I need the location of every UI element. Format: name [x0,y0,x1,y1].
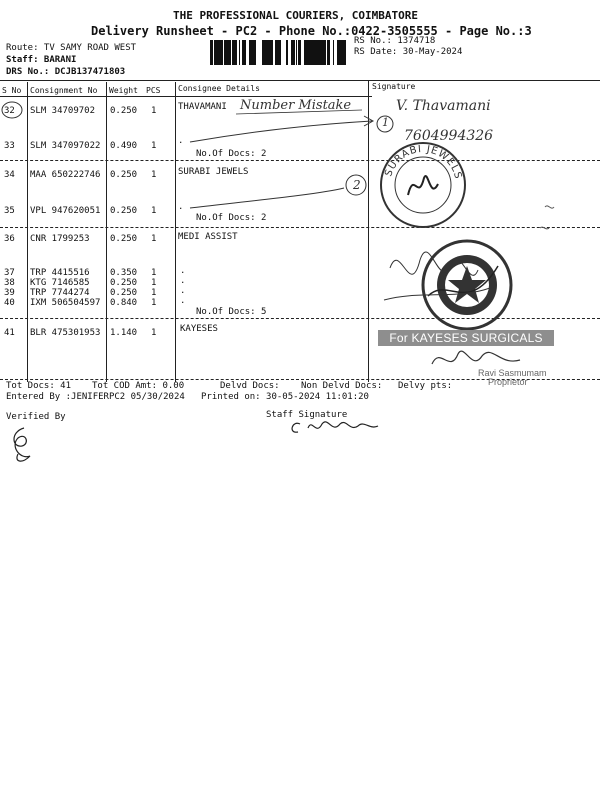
weight-cell: 0.250 [110,106,138,116]
non-delivered-docs: Non Delvd Docs: [301,381,383,391]
barcode-bar [214,40,216,65]
kayeses-stamp-banner: For KAYESES SURGICALS [378,330,554,346]
barcode-bar [239,40,240,65]
barcode-bar [220,40,222,65]
barcode-bar [312,40,313,65]
consignee-cell: MEDI ASSIST [178,232,238,242]
pcs-cell: 1 [151,106,157,116]
delivered-docs: Delvd Docs: [220,381,280,391]
barcode-bar [323,40,326,65]
barcode-bar [291,40,292,65]
col-header-consignee: Consignee Details [178,84,260,93]
barcode-bar [269,40,271,65]
barcode [210,40,346,65]
barcode-bar [264,40,265,65]
pcs-cell: 1 [151,268,157,278]
barcode-bar [211,40,212,65]
barcode-bar [308,40,310,65]
pcs-cell: 1 [151,288,157,298]
barcode-bar [245,40,246,65]
no-of-docs: No.Of Docs: 2 [196,213,267,223]
barcode-bar [333,40,334,65]
barcode-bar [300,40,301,65]
consignee-cell: . [180,276,186,286]
barcode-bar [294,40,295,65]
weight-cell: 0.250 [110,234,138,244]
barcode-bar [250,40,251,65]
circle-mark [0,100,24,120]
barcode-bar [317,40,320,65]
rs-number: RS No.: 1374718 [354,36,436,46]
barcode-bar [343,40,346,65]
weight-cell: 0.250 [110,170,138,180]
col-divider [106,82,107,382]
consignee-cell: THAVAMANI [178,102,227,112]
weight-cell: 0.250 [110,278,138,288]
circled-number-1: 1 [382,116,389,129]
sno-cell: 36 [4,234,15,244]
barcode-bar [254,40,256,65]
barcode-bar [310,40,311,65]
barcode-bar [216,40,219,65]
handwritten-signer-phone: 7604994326 [404,128,494,144]
barcode-bar [275,40,277,65]
barcode-bar [304,40,307,65]
consignment-cell: CNR 1799253 [30,234,90,244]
consignment-cell: KTG 7146585 [30,278,90,288]
company-name: THE PROFESSIONAL COURIERS, COIMBATORE [173,9,419,22]
col-header-sno: S No [2,86,22,95]
handwritten-remark: Number Mistake [240,98,352,113]
consignee-cell: . [180,296,186,306]
sno-cell: 37 [4,268,15,278]
runsheet-title: Delivery Runsheet - PC2 - Phone No.:0422-3505555 - Page No.:3 [91,24,532,38]
barcode-bar [232,40,233,65]
group-separator [0,160,600,161]
col-header-pcs: PCS [146,86,161,95]
sno-cell: 33 [4,141,15,151]
barcode-bar [271,40,273,65]
sno-cell: 38 [4,278,15,288]
kayeses-stamp-title: Proprietor [488,377,528,387]
barcode-bar [293,40,294,65]
barcode-bar [327,40,330,65]
barcode-bar [226,40,228,65]
barcode-bar [228,40,231,65]
barcode-bar [292,40,293,65]
barcode-bar [339,40,342,65]
barcode-bar [249,40,250,65]
pcs-cell: 1 [151,328,157,338]
consignee-cell: KAYESES [180,324,218,334]
barcode-bar [266,40,269,65]
consignee-cell: . [178,136,184,146]
sno-cell: 34 [4,170,15,180]
printed-on: Printed on: 30-05-2024 11:01:20 [201,392,369,402]
consignee-cell: . [180,286,186,296]
delivery-points: Delvy pts: [398,381,453,391]
barcode-bar [286,40,287,65]
pcs-cell: 1 [151,234,157,244]
col-divider [368,80,369,382]
barcode-bar [298,40,299,65]
barcode-bar [233,40,235,65]
col-header-signature: Signature [372,82,416,91]
sno-cell: 32 [4,106,15,116]
handwritten-signer-name: V. Thavamani [396,98,491,114]
consignment-cell: TRP 4415516 [30,268,90,278]
weight-cell: 1.140 [110,328,138,338]
barcode-bar [287,40,288,65]
barcode-bar [299,40,300,65]
barcode-bar [296,40,297,65]
barcode-bar [320,40,323,65]
barcode-bar [235,40,237,65]
consignment-cell: VPL 947620051 [30,206,101,216]
barcode-bar [242,40,244,65]
consignee-cell: SURABI JEWELS [178,167,249,177]
no-of-docs: No.Of Docs: 5 [196,307,267,317]
pcs-cell: 1 [151,170,157,180]
consignment-cell: MAA 650222746 [30,170,101,180]
barcode-bar [342,40,343,65]
pcs-cell: 1 [151,206,157,216]
consignment-cell: IXM 506504597 [30,298,101,308]
barcode-bar [253,40,254,65]
barcode-bar [280,40,281,65]
no-of-docs: No.Of Docs: 2 [196,149,267,159]
weight-cell: 0.350 [110,268,138,278]
barcode-bar [244,40,245,65]
barcode-bar [210,40,211,65]
verified-by-label: Verified By [6,412,66,422]
total-cod: Tot COD Amt: 0.00 [92,381,185,391]
table-header-rule [0,96,372,97]
kayeses-stamp-name: Ravi Sasmumam [478,368,547,378]
barcode-bar [316,40,317,65]
col-header-consignment: Consignment No [30,86,98,95]
consignment-cell: SLM 347097022 [30,141,101,151]
staff-signature-label: Staff Signature [266,410,348,420]
route-label: Route: TV SAMY ROAD WEST [6,43,137,53]
weight-cell: 0.250 [110,206,138,216]
consignee-cell: . [178,202,184,212]
barcode-bar [262,40,264,65]
sno-cell: 39 [4,288,15,298]
circled-number-2: 2 [353,178,361,192]
tpa-stamp [418,236,516,334]
barcode-bar [219,40,220,65]
sno-cell: 35 [4,206,15,216]
pcs-cell: 1 [151,298,157,308]
consignment-cell: SLM 34709702 [30,106,96,116]
surabi-jewels-stamp [378,140,468,230]
consignment-cell: TRP 7744274 [30,288,90,298]
barcode-bar [265,40,266,65]
pcs-cell: 1 [151,278,157,288]
sno-cell: 41 [4,328,15,338]
rs-date: RS Date: 30-May-2024 [354,47,463,57]
sno-cell: 40 [4,298,15,308]
barcode-bar [307,40,308,65]
staff-label: Staff: BARANI [6,55,77,65]
group-separator [0,227,600,228]
weight-cell: 0.840 [110,298,138,308]
pcs-cell: 1 [151,141,157,151]
svg-text:SURABI JEWELS [383,144,463,181]
barcode-bar [251,40,253,65]
consignment-cell: BLR 475301953 [30,328,101,338]
col-divider [175,82,176,382]
consignee-cell: . [180,266,186,276]
barcode-bar [337,40,339,65]
barcode-bar [212,40,213,65]
weight-cell: 0.490 [110,141,138,151]
table-top-rule [0,80,600,81]
col-header-weight: Weight [109,86,138,95]
stamp-text: SURABI JEWELS [383,143,464,181]
barcode-bar [311,40,312,65]
barcode-bar [224,40,226,65]
barcode-bar [222,40,223,65]
barcode-bar [277,40,280,65]
col-divider [27,82,28,382]
total-docs: Tot Docs: 41 [6,381,72,391]
barcode-bar [313,40,316,65]
weight-cell: 0.250 [110,288,138,298]
entered-by: Entered By :JENIFERPC2 05/30/2024 [6,392,185,402]
drs-number: DRS No.: DCJB137471803 [6,67,126,77]
